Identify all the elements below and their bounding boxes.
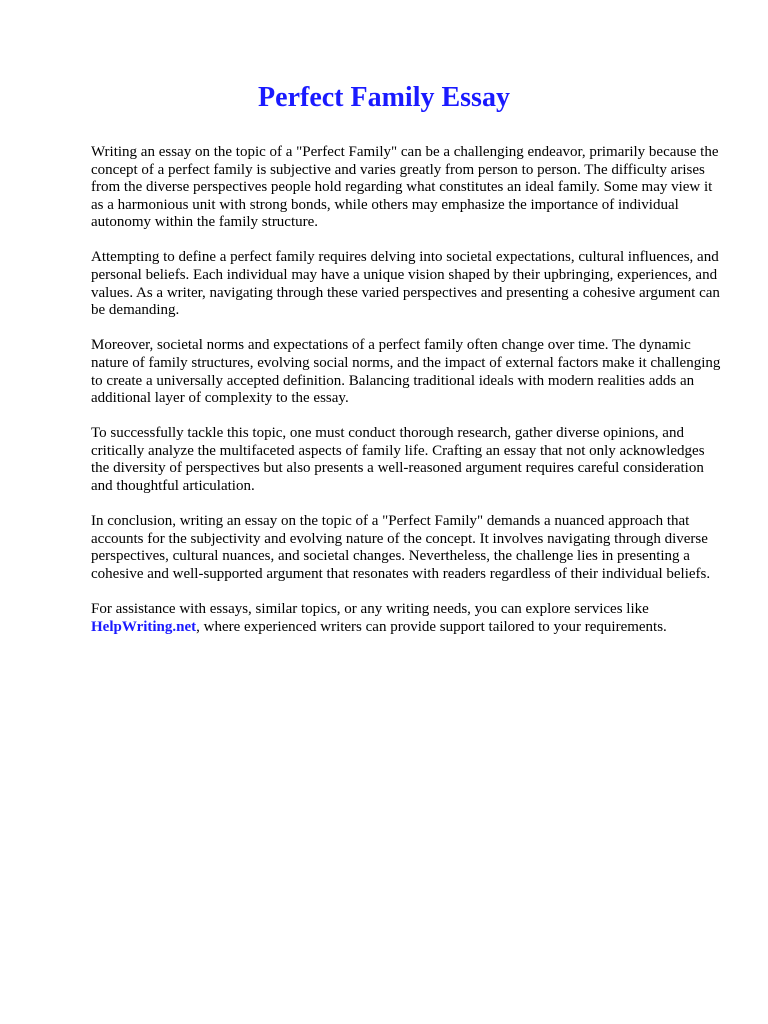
paragraph-5: In conclusion, writing an essay on the topic of a "Perfect Family" demands a nuanced approach that accounts for the subjectivity and evolving nature of the concept. It involves navigating through diverse perspectives, cultural nuances, and societal changes. Nevertheless, the challenge lies in presenting a cohesive and well-supported argument that resonates with readers regardless of their individual beliefs. [91,513,711,582]
helpwriting-link[interactable]: HelpWriting.net [91,618,197,635]
closing-text-before: For assistance with essays, similar topics, or any writing needs, you can explore services like [91,600,649,617]
closing-text-after: , where experienced writers can provide support tailored to your requirements. [196,618,667,635]
closing-paragraph [91,601,723,636]
page-title: Perfect Family Essay [258,82,510,113]
paragraph-3: Moreover, societal norms and expectations of a perfect family often change over time. The dynamic nature of family structures, evolving social norms, and the impact of external factors make it challenging to create a universally accepted definition. Balancing traditional ideals with modern realities adds an additional layer of complexity to the essay. [91,337,721,407]
paragraph-2: Attempting to define a perfect family requires delving into societal expectations, cultural influences, and personal beliefs. Each individual may have a unique vision shaped by their upbringing, experiences, and values. As a writer, navigating through these varied perspectives and presenting a cohesive argument can be demanding. [91,249,720,319]
paragraph-1: Writing an essay on the topic of a "Perfect Family" can be a challenging endeavor, primarily because the concept of a perfect family is subjective and varies greatly from person to person. The difficulty arises from the diverse perspectives people hold regarding what constitutes an ideal family. Some may view it as a harmonious unit with strong bonds, while others may emphasize the importance of individual autonomy within the family structure. [91,144,719,231]
essay-body [91,144,723,654]
paragraph-4: To successfully tackle this topic, one must conduct thorough research, gather diverse opinions, and critically analyze the multifaceted aspects of family life. Crafting an essay that not only acknowledges the diversity of perspectives but also presents a well-reasoned argument requires careful consideration and thoughtful articulation. [91,425,705,494]
